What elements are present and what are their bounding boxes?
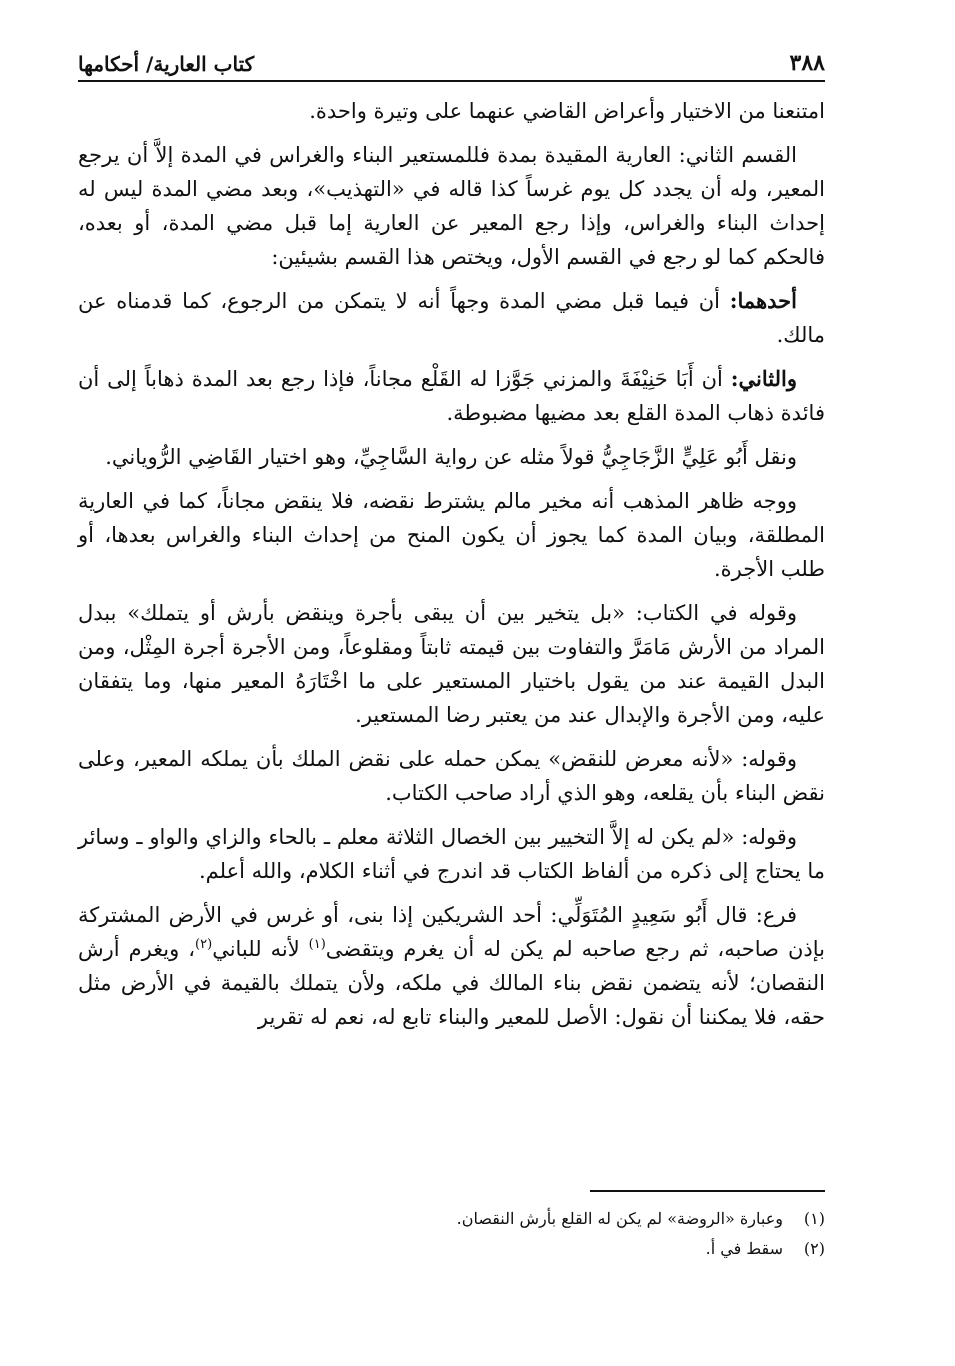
paragraph-lead: والثاني: [730,366,797,391]
paragraph [78,362,825,430]
main-text [78,94,825,1044]
paragraph-text: ، ويغرم أرش النقصان؛ لأنه يتضمن نقض بناء المالك في ملكه، ولأن يتملك بالقيمة في الأرض مثل حقه، فلا يمكننا أن نقول: الأصل للمعير والبناء تابع له، نعم له تقرير [78,937,825,1029]
footnote [78,1204,825,1234]
paragraph-text: وقوله: «لم يكن له إلاَّ التخيير بين الخصال الثلاثة معلم ـ بالحاء والزاي والواو ـ وسائر ما يحتاج إلى ذكره من ألفاظ الكتاب قد اندرج في أثناء الكلام، والله أعلم. [78,825,825,883]
paragraph-text: ووجه ظاهر المذهب أنه مخير مالم يشترط نقضه، فلا ينقض مجاناً، كما في العارية المطلقة، وبيان المدة كما يجوز أن يكون المنح من إحداث البناء والغراس بعدها، أو طلب الأجرة. [78,489,825,581]
paragraph [78,484,825,586]
paragraph [78,742,825,810]
page-number: ٣٨٨ [789,50,825,76]
paragraph [78,596,825,732]
paragraph-text: لأنه للباني [212,937,309,961]
footnote-rule [590,1190,825,1192]
paragraph-text: القسم الثاني: العارية المقيدة بمدة فللمستعير البناء والغراس في المدة إلاَّ أن يرجع المعير، وله أن يجدد كل يوم غرساً كذا قاله في «التهذيب»، وبعد مضي المدة ليس له إحداث البناء والغراس، وإذا رجع المعير عن العارية إما قبل مضي المدة، أو بعده، فالحكم كما لو رجع في القسم الأول، ويختص هذا القسم بشيئين: [78,143,825,269]
footnote-text: سقط في أ. [705,1239,783,1258]
paragraph-lead: أحدهما: [729,288,797,313]
footnote-ref: (٢) [195,937,213,952]
paragraph [78,898,825,1034]
footnotes [78,1204,825,1264]
paragraph [78,820,825,888]
footnote-text: وعبارة «الروضة» لم يكن له القلع بأرش النقصان. [456,1209,783,1228]
footnote-number: (١) [803,1209,825,1228]
footnote-ref: (١) [308,937,326,952]
paragraph-text: امتنعنا من الاختيار وأعراض القاضي عنهما على وتيرة واحدة. [309,99,825,123]
footnote [78,1234,825,1264]
paragraph-text: أن فيما قبل مضي المدة وجهاً أنه لا يتمكن من الرجوع، كما قدمناه عن مالك. [78,289,825,347]
header-rule [78,80,825,82]
paragraph-text: وقوله في الكتاب: «بل يتخير بين أن يبقى بأجرة وينقض بأرش أو يتملك» ببدل المراد من الأرش مَامَرَّ والتفاوت بين قيمته ثابتاً ومقلوعاً، ومن الأجرة أجرة المِثْل، ومن البدل القيمة عند من يقول باختيار المستعير على ما اخْتَارَهُ المعير منها، وما يتفقان عليه، ومن الأجرة والإبدال عند من يعتبر رضا المستعير. [78,601,825,727]
running-title: كتاب العارية/ أحكامها [78,52,255,76]
paragraph [78,138,825,274]
footnote-number: (٢) [803,1239,825,1258]
paragraph-text: وقوله: «لأنه معرض للنقض» يمكن حمله على نقض الملك بأن يملكه المعير، وعلى نقض البناء بأن يقلعه، وهو الذي أراد صاحب الكتاب. [78,747,825,805]
paragraph-text: أن أَبَا حَنِيْفَةَ والمزني جَوَّزا له القَلْع مجاناً، فإذا رجع بعد المدة ذهاباً إلى أن فائدة ذهاب المدة القلع بعد مضيها مضبوطة. [78,367,825,425]
paragraph [78,94,825,128]
paragraph [78,284,825,352]
paragraph [78,440,825,474]
paragraph-text: ونقل أَبُو عَلِيٍّ الزَّجَاجِيُّ قولاً مثله عن رواية السَّاجِيِّ، وهو اختيار القَاضِي الرُّوياني. [105,445,797,469]
paragraph-text: فرع: قال أَبُو سَعِيدٍ المُتَوَلِّي: أحد الشريكين إذا بنى، أو غرس في الأرض المشتركة بإذن صاحبه، ثم رجع صاحبه لم يكن له أن يغرم ويتقضى [78,903,825,961]
page-header [78,36,825,76]
